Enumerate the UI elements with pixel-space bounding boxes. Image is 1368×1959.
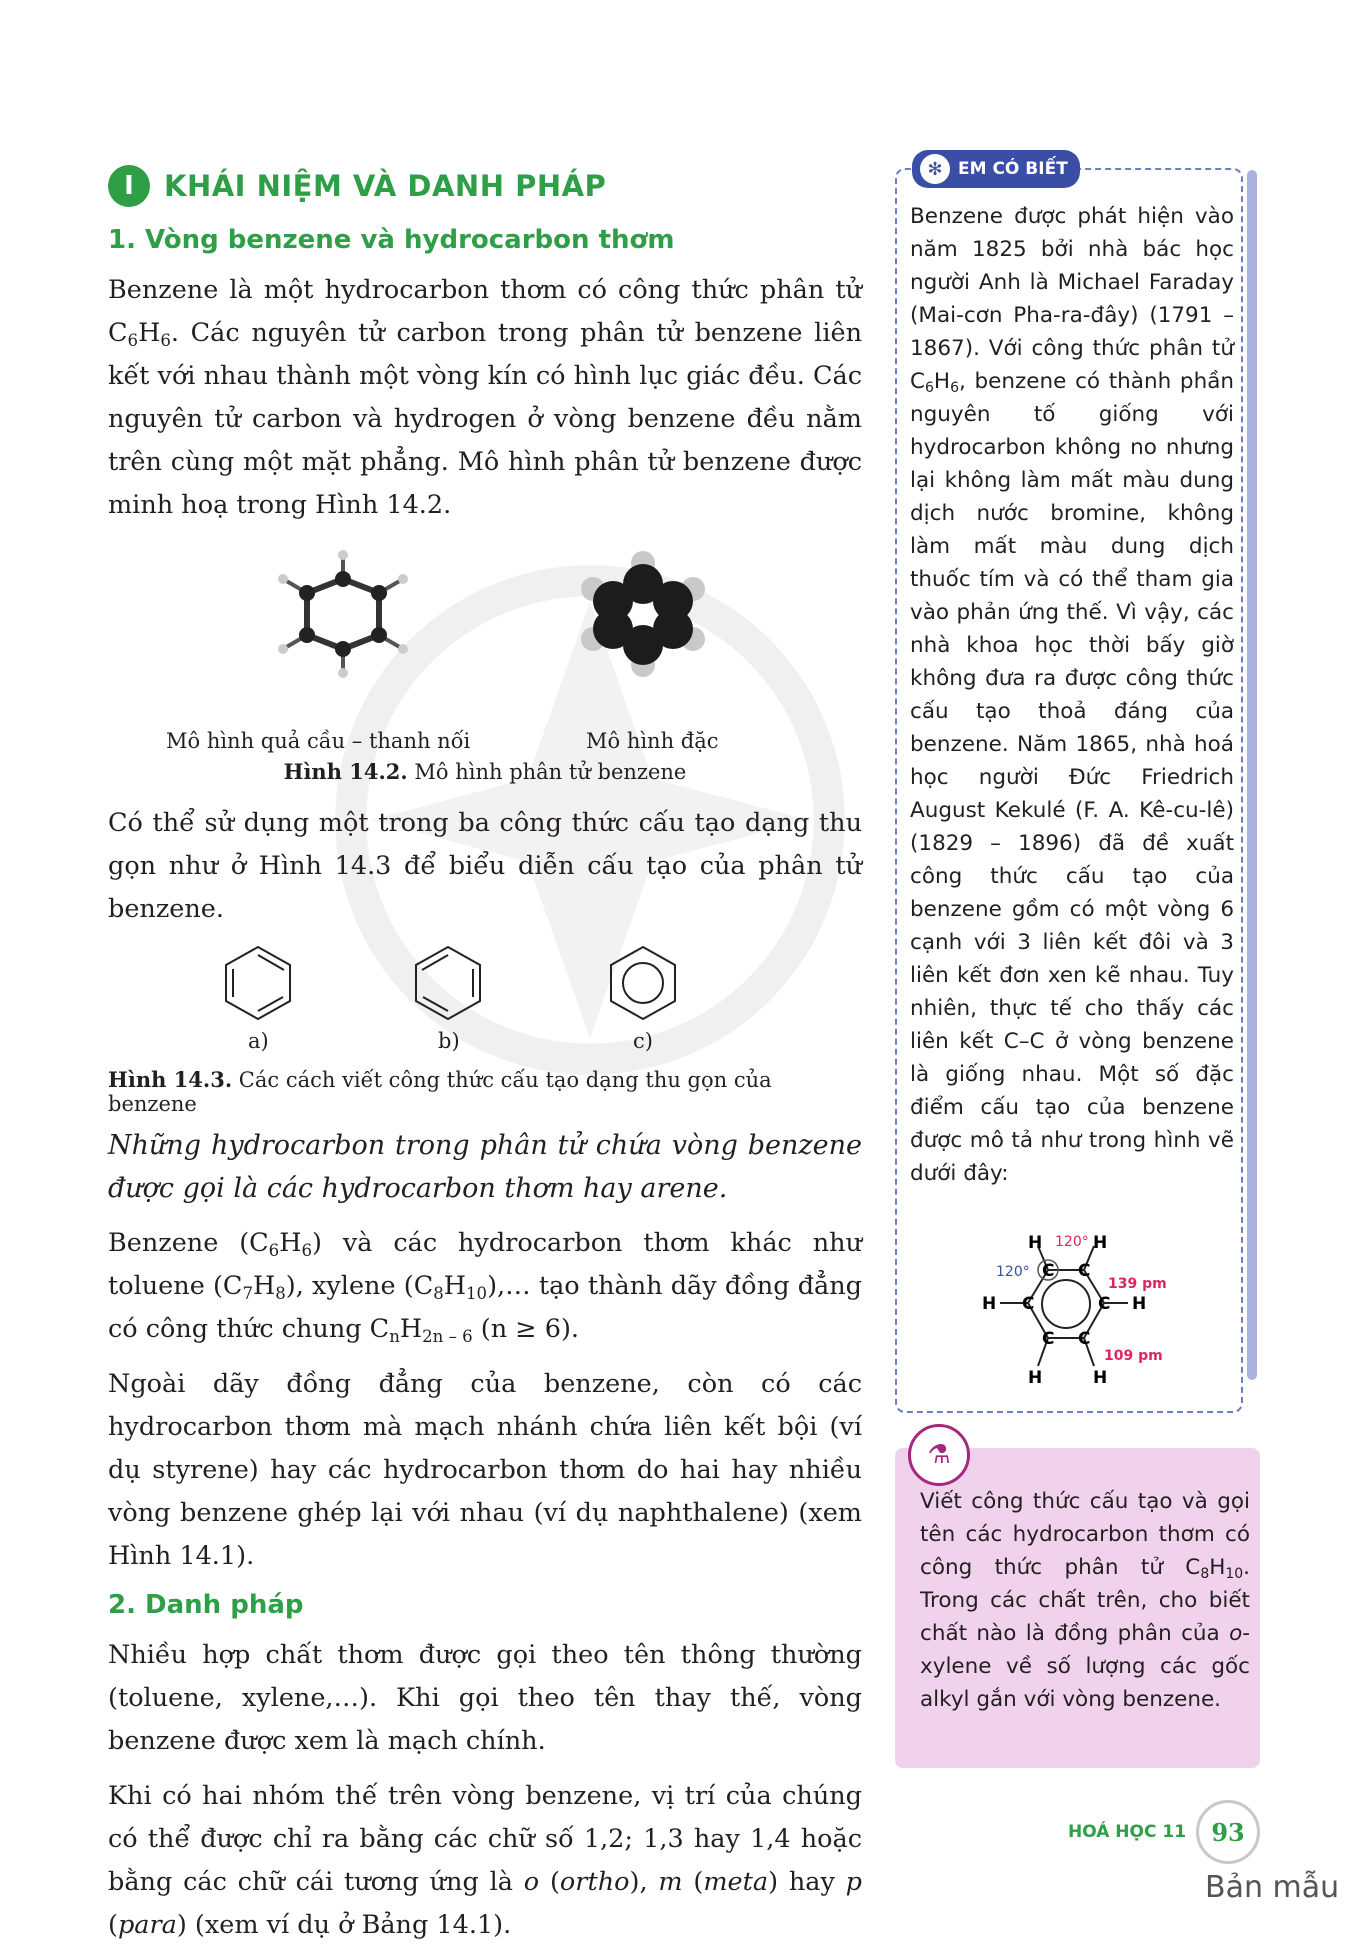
diagram-atom-C: C bbox=[1042, 1261, 1055, 1281]
subsection-title-2: 2. Danh pháp bbox=[108, 1590, 304, 1620]
formula-label-b: b) bbox=[438, 1029, 460, 1053]
diagram-atom-C: C bbox=[1042, 1329, 1055, 1349]
figure-14-3 bbox=[108, 943, 862, 1053]
main-column bbox=[108, 165, 862, 1959]
figure-14-2-caption: Hình 14.2. Mô hình phân tử benzene bbox=[283, 759, 687, 784]
benzene-formula-c bbox=[603, 943, 683, 1023]
diagram-atom-H: H bbox=[1093, 1233, 1108, 1253]
badge-label: EM CÓ BIẾT bbox=[958, 159, 1068, 179]
section-numeral: I bbox=[108, 165, 150, 207]
paragraph-other-aromatics: Ngoài dãy đồng đẳng của benzene, còn có các hydrocarbon thơm mà mạch nhánh chứa liên kết bội (ví dụ styrene) hay các hydrocarbon thơm do hai hay nhiều vòng benzene ghép lại với nhau (ví dụ naphthalene) (xem Hình 14.1). bbox=[108, 1369, 862, 1571]
paragraph-arene-definition: Những hydrocarbon trong phân tử chứa vòng benzene được gọi là các hydrocarbon thơm hay arene. bbox=[108, 1130, 862, 1204]
diagram-atom-C: C bbox=[1022, 1294, 1035, 1314]
diagram-atom-C: C bbox=[1098, 1294, 1111, 1314]
benzene-formula-b bbox=[408, 943, 488, 1023]
benzene-bond-diagram bbox=[960, 1228, 1180, 1413]
book-title: HOÁ HỌC 11 bbox=[1068, 1822, 1187, 1842]
paragraph-benzene-intro: Benzene là một hydrocarbon thơm có công thức phân tử $C_6H_6$. Các nguyên tử carbon trong phân tử benzene liên kết với nhau thành một vòng kín có hình lục giác đều. Các nguyên tử carbon và hydrogen ở vòng benzene đều nằm trên cùng một mặt phẳng. Mô hình phân tử benzene được minh hoạ trong Hình 14.2. bbox=[108, 275, 862, 520]
subsection-title-1: 1. Vòng benzene và hydrocarbon thơm bbox=[108, 225, 675, 255]
paragraph-structural-formulas: Có thể sử dụng một trong ba công thức cấu tạo dạng thu gọn như ở Hình 14.3 để biểu diễn cấu tạo của phân tử benzene. bbox=[108, 808, 862, 924]
space-filling-model-image bbox=[573, 549, 713, 679]
diagram-atom-H: H bbox=[1028, 1368, 1043, 1388]
figure-14-3-caption: Hình 14.3. Các cách viết công thức cấu tạo dạng thu gọn của benzene bbox=[108, 1067, 772, 1116]
did-you-know-badge bbox=[912, 150, 1080, 188]
label-space-filling: Mô hình đặc bbox=[586, 729, 719, 753]
diagram-atom-H: H bbox=[982, 1294, 997, 1314]
paragraph-positions: Khi có hai nhóm thế trên vòng benzene, vị trí của chúng có thể được chỉ ra bằng các chữ số 1,2; 1,3 hay 1,4 hoặc bằng các chữ cái tương ứng là o (ortho), m (meta) hay p (para) (xem ví dụ ở Bảng 14.1). bbox=[108, 1781, 862, 1940]
exercise-text: Viết công thức cấu tạo và gọi tên các hydrocarbon thơm có công thức phân tử $C_8H_{10}$. Trong các chất trên, cho biết chất nào là đồng phân của o-xylene về số lượng các gốc alkyl gắn với vòng benzene. bbox=[920, 1489, 1250, 1712]
diagram-atom-H: H bbox=[1132, 1294, 1147, 1314]
formula-label-c: c) bbox=[633, 1029, 653, 1053]
bond-length-cc: 139 pm bbox=[1108, 1276, 1167, 1292]
did-you-know-accent-bar bbox=[1247, 170, 1257, 1380]
atom-gear-icon: ✻ bbox=[920, 154, 950, 184]
sample-stamp: Bản mẫu bbox=[1205, 1870, 1340, 1905]
ball-stick-model-image bbox=[263, 549, 423, 679]
diagram-atom-C: C bbox=[1078, 1261, 1091, 1281]
figure-14-2 bbox=[108, 539, 862, 729]
paragraph-homologous-series: Benzene $(C_6H_6)$ và các hydrocarbon thơm khác như toluene $(C_7H_8)$, xylene $(C_8H_{10}),\dots$ tạo thành dãy đồng đẳng có công thức chung $C_nH_{2n - 6}$ (n ≥ 6). bbox=[108, 1228, 862, 1346]
diagram-atom-H: H bbox=[1028, 1233, 1043, 1253]
flask-icon: ⚗ bbox=[908, 1424, 970, 1486]
diagram-atom-H: H bbox=[1093, 1368, 1108, 1388]
angle-label-top: 120° bbox=[1055, 1234, 1089, 1250]
angle-label-left: 120° bbox=[996, 1264, 1030, 1280]
bond-length-ch: 109 pm bbox=[1104, 1348, 1163, 1364]
label-ball-stick: Mô hình quả cầu – thanh nối bbox=[166, 729, 471, 753]
figure-14-2-labels bbox=[108, 729, 862, 759]
diagram-atom-C: C bbox=[1078, 1329, 1091, 1349]
page-footer bbox=[1068, 1800, 1260, 1864]
section-title: KHÁI NIỆM VÀ DANH PHÁP bbox=[164, 169, 607, 203]
formula-label-a: a) bbox=[248, 1029, 269, 1053]
did-you-know-text: Benzene được phát hiện vào năm 1825 bởi nhà bác học người Anh là Michael Faraday (Mai-cơn Pha-ra-đây) (1791 – 1867). Với công thức phân tử $C_6H_6$, benzene có thành phần nguyên tố giống với hydrocarbon không no nhưng lại không làm mất màu dung dịch nước bromine, không làm mất màu dung dịch thuốc tím và có thể tham gia vào phản ứng thế. Vì vậy, các nhà khoa học thời bấy giờ không đưa ra được công thức cấu tạo thoả đáng của benzene. Năm 1865, nhà hoá học người Đức Friedrich August Kekulé (F. A. Kê-cu-lê) (1829 – 1896) đã đề xuất công thức cấu tạo của benzene gồm có một vòng 6 cạnh với 3 liên kết đôi và 3 liên kết đơn xen kẽ nhau. Tuy nhiên, thực tế cho thấy các liên kết C–C ở vòng benzene là giống nhau. Một số đặc điểm cấu tạo của benzene được mô tả như trong hình vẽ dưới đây: bbox=[910, 204, 1234, 1186]
section-heading bbox=[108, 165, 862, 207]
benzene-formula-a bbox=[218, 943, 298, 1023]
page-number: 93 bbox=[1196, 1800, 1260, 1864]
paragraph-naming: Nhiều hợp chất thơm được gọi theo tên thông thường (toluene, xylene,…). Khi gọi theo tên thay thế, vòng benzene được xem là mạch chính. bbox=[108, 1640, 862, 1756]
